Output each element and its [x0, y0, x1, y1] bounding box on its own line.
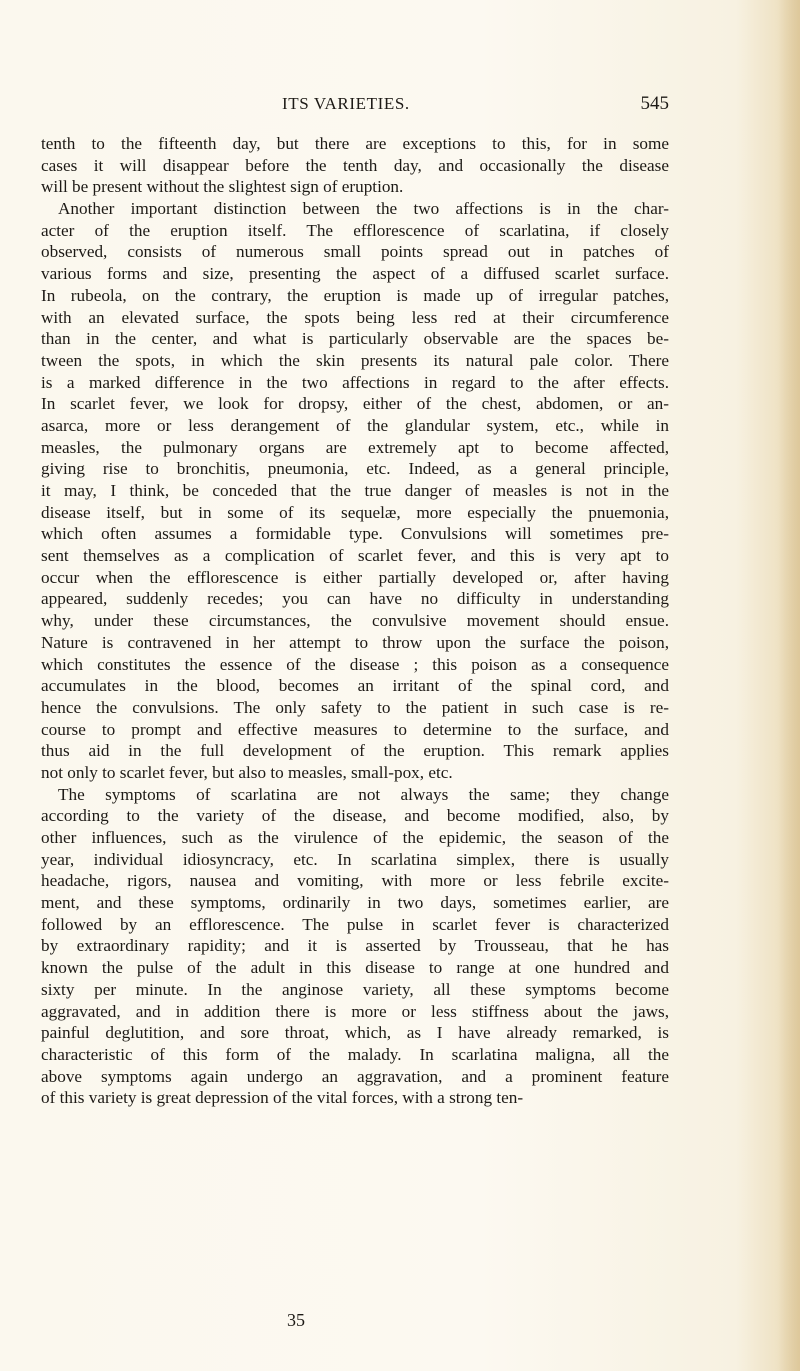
text-line: tenth to the fifteenth day, but there are exceptions to this, for in some — [41, 134, 669, 153]
paragraph — [41, 133, 669, 198]
text-line: cases it will disappear before the tenth day, and occasionally the disease — [41, 155, 669, 175]
paragraph — [41, 784, 669, 1109]
page-edge-shadow — [778, 0, 800, 1371]
text-line: other influences, such as the virulence of the epidemic, the season of the — [41, 828, 669, 847]
text-line: year, individual idiosyncracy, etc. In scarlatina simplex, there is usually — [41, 849, 669, 869]
text-line: various forms and size, presenting the aspect of a diffused scarlet surface. — [41, 264, 669, 284]
text-line: according to the variety of the disease, and become modified, also, by — [41, 806, 669, 826]
text-line: not only to scarlet fever, but also to measles, small-pox, etc. — [41, 762, 453, 782]
text-line: will be present without the slightest sign of eruption. — [41, 177, 404, 197]
page-number: 545 — [640, 93, 669, 114]
text-line: why, under these circumstances, the convulsive movement should ensue. — [41, 611, 669, 631]
text-line: sent themselves as a complication of scarlet fever, and this is very apt to — [41, 546, 669, 566]
text-line: than in the center, and what is particularly observable are the spaces be- — [41, 329, 669, 349]
text-line: acter of the eruption itself. The efflorescence of scarlatina, if closely — [41, 220, 669, 240]
text-line: which constitutes the essence of the disease ; this poison as a consequence — [41, 654, 669, 674]
running-head: ITS VARIETIES. — [282, 94, 410, 113]
text-line: disease itself, but in some of its sequelæ, more especially the pnuemonia, — [41, 502, 669, 522]
text-line: course to prompt and effective measures to determine to the surface, and — [41, 719, 669, 739]
text-line: it may, I think, be conceded that the true danger of measles is not in the — [41, 481, 669, 500]
text-line: thus aid in the full development of the eruption. This remark applies — [41, 741, 669, 761]
text-line: hence the convulsions. The only safety to the patient in such case is re- — [41, 697, 669, 717]
text-line: Another important distinction between the two affections is in the char- — [58, 199, 669, 219]
text-line: giving rise to bronchitis, pneumonia, etc. Indeed, as a general principle, — [41, 459, 669, 479]
text-line: by extraordinary rapidity; and it is asserted by Trousseau, that he has — [41, 936, 669, 956]
text-line: characteristic of this form of the malady. In scarlatina maligna, all the — [41, 1044, 669, 1064]
text-line: In rubeola, on the contrary, the eruption is made up of irregular patches, — [41, 285, 669, 305]
body-text — [41, 133, 669, 1109]
text-line: appeared, suddenly recedes; you can have no difficulty in understanding — [41, 589, 669, 609]
text-line: above symptoms again undergo an aggravation, and a prominent feature — [41, 1066, 669, 1086]
text-line: of this variety is great depression of the vital forces, with a strong ten- — [41, 1088, 524, 1108]
text-line: ment, and these symptoms, ordinarily in two days, sometimes earlier, are — [41, 893, 669, 913]
paragraph — [41, 198, 669, 784]
text-line: known the pulse of the adult in this disease to range at one hundred and — [41, 958, 669, 978]
text-line: The symptoms of scarlatina are not always the same; they change — [58, 784, 669, 804]
text-line: headache, rigors, nausea and vomiting, with more or less febrile excite- — [41, 871, 669, 891]
text-line: painful deglutition, and sore throat, which, as I have already remarked, is — [41, 1023, 669, 1043]
text-line: tween the spots, in which the skin presents its natural pale color. There — [41, 350, 669, 370]
text-line: In scarlet fever, we look for dropsy, either of the chest, abdomen, or an- — [41, 394, 669, 414]
signature-mark: 35 — [287, 1310, 305, 1330]
text-line: observed, consists of numerous small points spread out in patches of — [41, 242, 669, 262]
text-line: with an elevated surface, the spots being less red at their circumference — [41, 307, 669, 327]
text-line: measles, the pulmonary organs are extremely apt to become affected, — [41, 437, 669, 457]
text-line: accumulates in the blood, becomes an irritant of the spinal cord, and — [41, 676, 669, 696]
text-line: which often assumes a formidable type. Convulsions will sometimes pre- — [41, 524, 669, 544]
text-line: is a marked difference in the two affections in regard to the after effects. — [41, 372, 669, 392]
text-line: followed by an efflorescence. The pulse in scarlet fever is characterized — [41, 914, 669, 934]
text-line: asarca, more or less derangement of the glandular system, etc., while in — [41, 415, 669, 435]
text-line: occur when the efflorescence is either partially developed or, after having — [41, 567, 669, 587]
page-header — [282, 94, 669, 118]
text-line: Nature is contravened in her attempt to throw upon the surface the poison, — [41, 632, 669, 652]
text-line: sixty per minute. In the anginose variety, all these symptoms become — [41, 979, 669, 999]
text-line: aggravated, and in addition there is more or less stiffness about the jaws, — [41, 1001, 669, 1021]
